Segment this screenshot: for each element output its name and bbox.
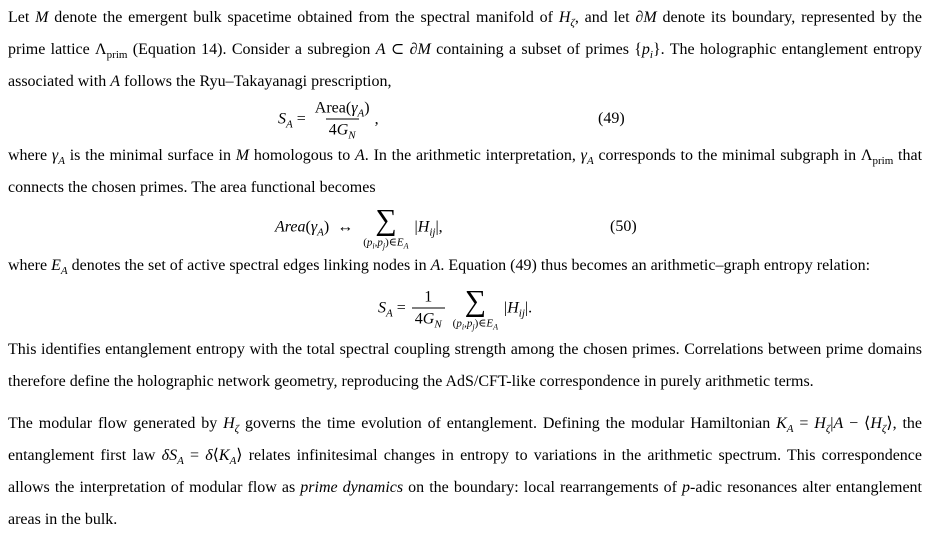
- equation-50-number: (50): [610, 218, 637, 235]
- sigma-symbol: ∑: [375, 203, 397, 237]
- eq49-numerator: $Area(\gamma_A)$: [314, 99, 370, 120]
- eq51-numerator: 1: [424, 288, 433, 306]
- equation-unnumbered: [8, 282, 922, 334]
- eq50-sum-limits: $(p_i,p_j)\in E_A$: [363, 236, 409, 251]
- paragraph-modular-flow: The modular flow generated by $H_\zeta$ governs the time evolution of entanglement. Defining the modular Hamiltonian $K_A = H_\zeta|A$ − $⟨H_\zeta⟩$, the entanglement first law $\delta S_A$ = $\delta⟨K_A⟩$ relates infinitesimal changes in entropy to variations in the arithmetic spectrum. This correspondence allows the interpretation of modular flow as prime dynamics on the boundary: local rearrangements of p-adic resonances alter entanglement areas in the bulk.: [8, 415, 923, 528]
- eq51-fraction: [412, 288, 445, 329]
- eq49-fraction: [312, 99, 373, 140]
- paragraph-edges: where $E_A$ denotes the set of active spectral edges linking nodes in A. Equation (49) thus becomes an arithmetic–graph entropy relation:: [8, 257, 871, 278]
- paragraph-identification: This identifies entanglement entropy with the total spectral coupling strength among the chosen primes. Correlations between prime domains therefore define the holographic network geometry, reproducing the AdS/CFT-like correspondence in purely arithmetic terms.: [8, 341, 922, 390]
- eq50-lhs: $Area(\gamma_A)$ ↔: [275, 218, 358, 239]
- eq49-lhs: $S_A$ =: [278, 110, 310, 131]
- paragraph-minimal-surface: where $\gamma_A$ is the minimal surface in M homologous to A. In the arithmetic interpretation, $\gamma_A$ corresponds to the minimal subgraph in $\Lambda_{prim}$ that connects the chosen primes. The area functional becomes: [8, 147, 923, 196]
- equation-unnumbered-math: [378, 284, 533, 332]
- eq51-summation: [452, 284, 498, 332]
- paragraph-gap: [8, 398, 922, 408]
- paragraph-intro: Let M denote the emergent bulk spacetime obtained from the spectral manifold of $H_\zeta$, and let ∂M denote its boundary, represented by the prime lattice $\Lambda_{prim}$ (Equation 14). Consider a subregion A ⊂ ∂M containing a subset of primes $\{p_i\}$. The holographic entanglement entropy associated with A follows the Ryu–Takayanagi prescription,: [8, 9, 923, 90]
- eq51-rhs: $|H_{ij}|$.: [504, 299, 533, 320]
- eq49-tail: ,: [374, 110, 379, 127]
- eq51-lhs: $S_A$ =: [378, 299, 410, 320]
- equation-50-math: [275, 203, 443, 251]
- equation-50: [8, 204, 922, 250]
- equation-49-number: (49): [598, 110, 625, 127]
- sigma-symbol: ∑: [464, 284, 487, 318]
- eq50-summation: [363, 203, 409, 251]
- eq50-rhs: $|H_{ij}|$,: [414, 218, 443, 239]
- eq49-denominator: $4G_N$: [326, 119, 359, 140]
- equation-49: [8, 98, 922, 140]
- equation-49-math: [278, 99, 379, 140]
- eq51-sum-limits: $(p_i,p_j)\in E_A$: [452, 317, 498, 332]
- eq51-denominator: $4G_N$: [412, 308, 445, 329]
